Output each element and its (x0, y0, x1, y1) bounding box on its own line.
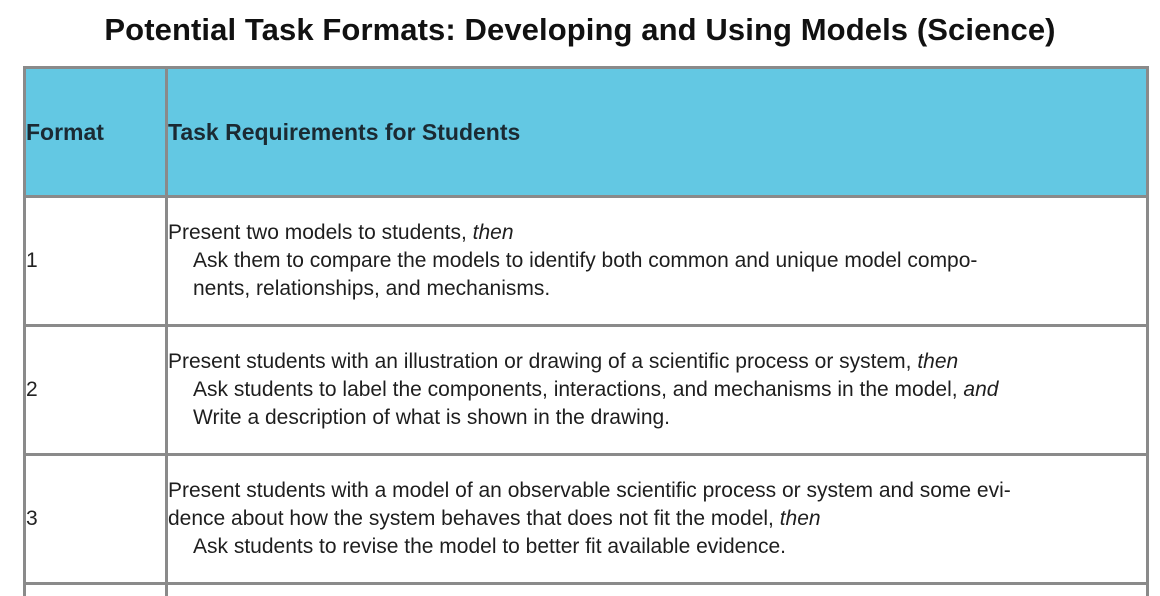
step-text: Ask students to label the components, interactions, and mechanisms in the model, (193, 378, 964, 401)
intro-text: Present two models to students, (168, 221, 473, 244)
task-requirements-cell (167, 197, 1148, 326)
intro-conjunction: then (779, 507, 821, 530)
task-requirements-cell (167, 326, 1148, 455)
format-number: 3 (25, 455, 167, 584)
intro-conjunction: then (917, 350, 959, 373)
requirement-step (168, 376, 1146, 404)
header-format: Format (25, 68, 167, 197)
requirement-intro: Present students with a model of an observable scientific process or system and some evi- (168, 479, 1011, 502)
requirement-step (168, 404, 1146, 432)
requirement-intro (168, 348, 1146, 376)
intro-text: Present students with an illustration or drawing of a scientific process or system, (168, 350, 918, 373)
requirement-intro-continued (168, 505, 1146, 533)
intro-text: dence about how the system behaves that does not fit the model, (168, 507, 780, 530)
task-requirements-empty (167, 584, 1148, 596)
step-text: Ask students to revise the model to better fit available evidence. (193, 535, 786, 558)
page-title: Potential Task Formats: Developing and Using Models (Science) (104, 12, 1056, 47)
format-number-empty (25, 584, 167, 596)
requirement-step (168, 533, 1146, 561)
format-number: 1 (25, 197, 167, 326)
step-conjunction: and (963, 378, 999, 401)
intro-conjunction: then (472, 221, 514, 244)
requirement-intro (168, 219, 1146, 247)
table-row-cut-off (25, 584, 1148, 596)
step-text: Write a description of what is shown in the drawing. (193, 406, 671, 429)
step-text-continued: nents, relationships, and mechanisms. (193, 277, 551, 300)
format-number: 2 (25, 326, 167, 455)
requirement-step (168, 247, 1146, 303)
task-formats-table (23, 66, 1149, 596)
task-requirements-cell (167, 455, 1148, 584)
header-task-requirements: Task Requirements for Students (167, 68, 1148, 197)
table-row (25, 455, 1148, 584)
table-row (25, 197, 1148, 326)
step-text: Ask them to compare the models to identify both common and unique model compo- (193, 249, 978, 272)
table-header-row (25, 68, 1148, 197)
table-row (25, 326, 1148, 455)
